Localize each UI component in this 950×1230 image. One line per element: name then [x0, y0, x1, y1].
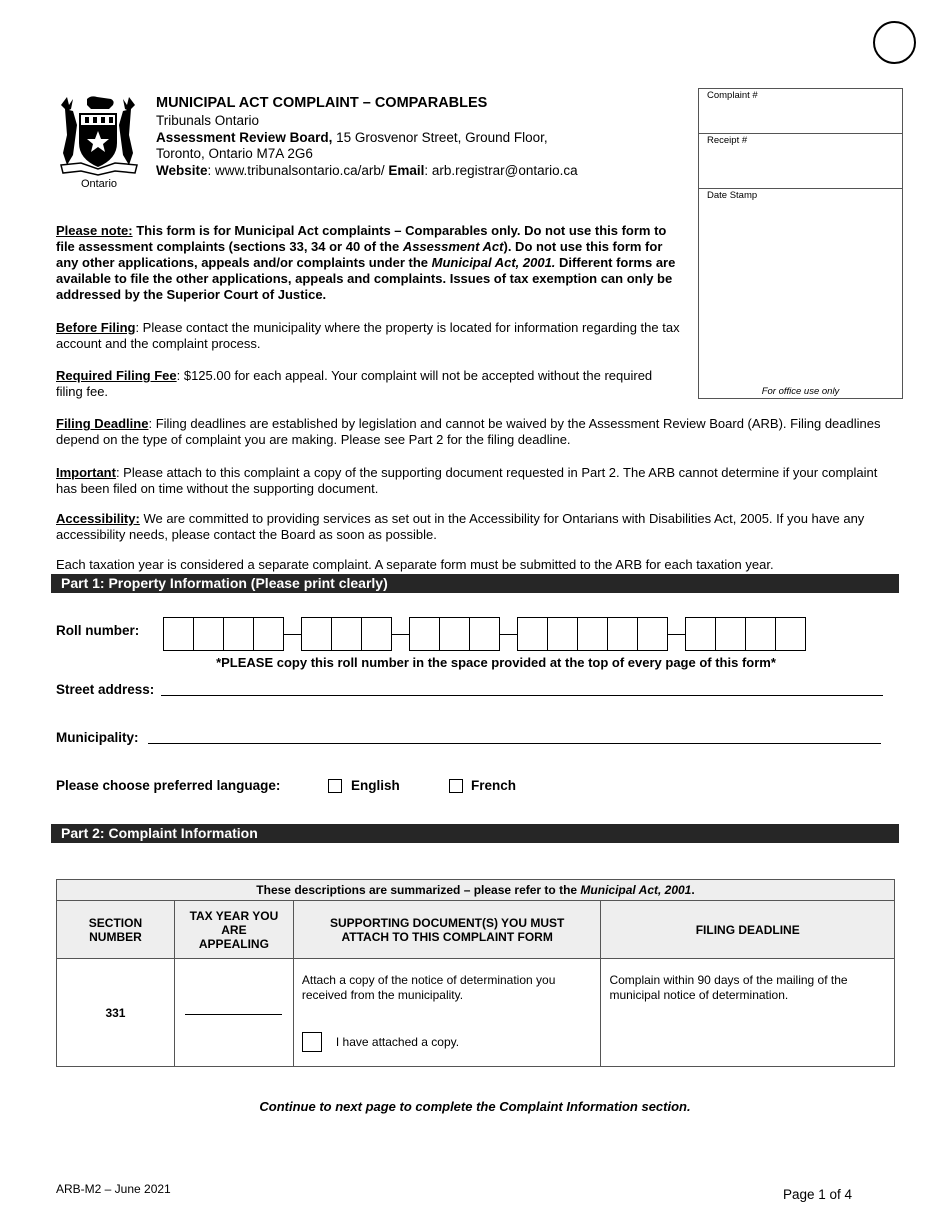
table-caption-row	[57, 880, 895, 901]
roll-digit-box[interactable]	[163, 617, 194, 651]
roll-digit-box[interactable]	[607, 617, 638, 651]
website-value[interactable]: : www.tribunalsontario.ca/arb/	[207, 163, 389, 178]
please-note-text-c: Different forms are available to file the other applications, appeals and complaints. Issues of tax exemption can only be addressed by the Superior Court of Justice.	[56, 255, 676, 302]
municipality-input[interactable]	[148, 730, 881, 744]
col-filing-deadline: FILING DEADLINE	[601, 901, 895, 959]
street-address-label: Street address:	[56, 682, 155, 697]
roll-digit-box[interactable]	[301, 617, 332, 651]
filing-deadline-cell: Complain within 90 days of the mailing of the municipal notice of determination.	[601, 959, 895, 1067]
roll-digit-box[interactable]	[577, 617, 608, 651]
accessibility-label: Accessibility:	[56, 511, 140, 526]
section-number-cell: 331	[57, 959, 175, 1067]
attached-copy-row	[302, 1032, 593, 1052]
city-line: Toronto, Ontario M7A 2G6	[156, 146, 313, 161]
form-id: ARB-M2 – June 2021	[56, 1182, 171, 1196]
filing-fee-paragraph	[56, 368, 656, 400]
receipt-number-field	[699, 134, 902, 189]
please-note-label: Please note:	[56, 223, 133, 238]
french-label: French	[471, 778, 517, 793]
email-value[interactable]: : arb.registrar@ontario.ca	[424, 163, 578, 178]
roll-digit-box[interactable]	[517, 617, 548, 651]
complaint-number-label: Complaint #	[707, 90, 758, 101]
table-row	[57, 959, 895, 1067]
col-supporting-docs: SUPPORTING DOCUMENT(S) YOU MUST ATTACH TO THIS COMPLAINT FORM	[293, 901, 601, 959]
roll-digit-box[interactable]	[637, 617, 668, 651]
please-note-text-a: This form is for Municipal Act complaints – Comparables only. Do not use this form to file assessment complaints (sections 33, 34 or 40 of the	[56, 223, 667, 254]
board-label: Assessment Review Board,	[156, 130, 333, 145]
continue-note: Continue to next page to complete the Complaint Information section.	[259, 1099, 691, 1114]
organization-name: Tribunals Ontario	[156, 113, 260, 128]
page-number: Page 1 of 4	[783, 1187, 853, 1202]
office-use-box	[698, 88, 903, 399]
ontario-coat-of-arms-logo	[57, 95, 141, 177]
roll-digit-box[interactable]	[439, 617, 470, 651]
contact-line	[156, 163, 578, 178]
roll-separator	[667, 634, 686, 635]
english-label: English	[351, 778, 400, 793]
filing-deadline-text: : Filing deadlines are established by legislation and cannot be waived by the Assessment Review Board (ARB). Filing deadlines depend on the type of complaint you are making. Please see Part 2 for the filing deadline.	[56, 416, 881, 447]
attached-copy-checkbox[interactable]	[302, 1032, 322, 1052]
roll-digit-box[interactable]	[409, 617, 440, 651]
caption-text-b: .	[691, 883, 695, 897]
part1-header: Part 1: Property Information (Please print clearly)	[51, 574, 899, 593]
roll-digit-box[interactable]	[547, 617, 578, 651]
roll-digit-box[interactable]	[775, 617, 806, 651]
col-section-number: SECTION NUMBER	[57, 901, 175, 959]
col-tax-year: TAX YEAR YOU ARE APPEALING	[174, 901, 293, 959]
board-address-line	[156, 130, 548, 145]
filing-deadline-paragraph	[56, 416, 901, 448]
accessibility-text: We are committed to providing services as set out in the Accessibility for Ontarians with Disabilities Act, 2005. If you have any accessibility needs, please contact the Board as soon as possible.	[56, 511, 865, 542]
office-use-footer: For office use only	[761, 386, 840, 397]
roll-digit-box[interactable]	[223, 617, 254, 651]
complaint-info-table	[56, 879, 895, 1067]
please-note-paragraph	[56, 223, 688, 303]
english-checkbox[interactable]	[328, 779, 342, 793]
logo-caption: Ontario	[80, 178, 118, 190]
municipality-label: Municipality:	[56, 730, 139, 745]
receipt-number-label: Receipt #	[707, 135, 748, 146]
board-address: 15 Grosvenor Street, Ground Floor,	[332, 130, 548, 145]
assessment-act-ref: Assessment Act	[402, 239, 504, 254]
caption-text-a: These descriptions are summarized – please refer to the	[256, 883, 581, 897]
date-stamp-field	[699, 189, 902, 209]
accessibility-paragraph	[56, 511, 901, 543]
roll-digit-box[interactable]	[745, 617, 776, 651]
before-filing-paragraph	[56, 320, 686, 352]
complaint-number-field	[699, 89, 902, 134]
email-label: Email	[388, 163, 425, 178]
date-stamp-label: Date Stamp	[707, 190, 758, 201]
roll-digit-box[interactable]	[331, 617, 362, 651]
please-note-text-b: ). Do not use this form for any other applications, appeals and/or complaints under the	[56, 239, 663, 270]
attached-copy-label: I have attached a copy.	[335, 1034, 460, 1049]
supporting-docs-cell	[293, 959, 601, 1067]
before-filing-label: Before Filing	[56, 320, 136, 335]
before-filing-text: : Please contact the municipality where the property is located for information regarding the tax account and the complaint process.	[56, 320, 680, 351]
roll-digit-box[interactable]	[253, 617, 284, 651]
filing-fee-text: : $125.00 for each appeal. Your complaint will not be accepted without the required filing fee.	[56, 368, 653, 399]
roll-digit-box[interactable]	[469, 617, 500, 651]
roll-separator	[391, 634, 410, 635]
table-header-row	[57, 901, 895, 959]
roll-number-input-group	[164, 617, 806, 651]
filing-fee-label: Required Filing Fee	[56, 368, 177, 383]
important-text: : Please attach to this complaint a copy of the supporting document requested in Part 2. The ARB cannot determine if your complaint has been filed on time without the supporting document.	[56, 465, 878, 496]
tax-year-input[interactable]	[185, 1014, 282, 1015]
website-label: Website	[156, 163, 208, 178]
important-paragraph	[56, 465, 901, 497]
caption-act-ref: Municipal Act, 2001	[580, 883, 692, 897]
roll-digit-box[interactable]	[361, 617, 392, 651]
corner-circle	[873, 21, 916, 64]
important-label: Important	[56, 465, 116, 480]
part2-header: Part 2: Complaint Information	[51, 824, 899, 843]
roll-separator	[283, 634, 302, 635]
french-checkbox[interactable]	[449, 779, 463, 793]
tax-year-cell	[174, 959, 293, 1067]
street-address-input[interactable]	[161, 682, 883, 696]
roll-digit-box[interactable]	[193, 617, 224, 651]
table-caption	[57, 880, 895, 901]
roll-digit-box[interactable]	[715, 617, 746, 651]
roll-number-label: Roll number:	[56, 623, 140, 638]
language-label: Please choose preferred language:	[56, 778, 281, 793]
roll-number-note: *PLEASE copy this roll number in the space provided at the top of every page of this form*	[216, 655, 776, 670]
roll-digit-box[interactable]	[685, 617, 716, 651]
roll-separator	[499, 634, 518, 635]
separate-complaint-note: Each taxation year is considered a separate complaint. A separate form must be submitted to the ARB for each taxation year.	[56, 557, 774, 572]
filing-deadline-label: Filing Deadline	[56, 416, 149, 431]
municipal-act-ref: Municipal Act, 2001.	[431, 255, 556, 270]
form-title: MUNICIPAL ACT COMPLAINT – COMPARABLES	[156, 95, 488, 111]
supporting-docs-text: Attach a copy of the notice of determination you received from the municipality.	[301, 973, 556, 1002]
